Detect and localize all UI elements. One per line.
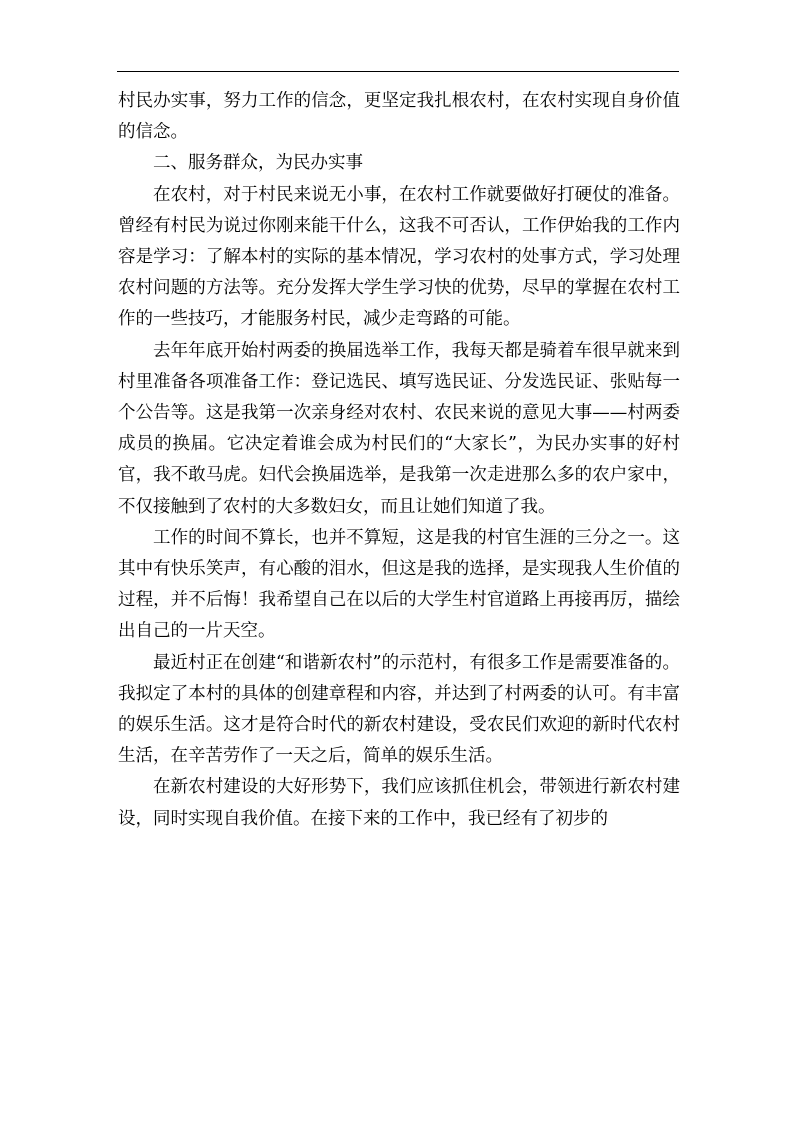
section-heading: 二、服务群众，为民办实事 bbox=[153, 153, 363, 174]
paragraph-continuation: 村民办实事，努力工作的信念，更坚定我扎根农村，在农村实现自身价值的信念。 bbox=[118, 91, 680, 143]
paragraph: 去年年底开始村两委的换届选举工作，我每天都是骑着车很早就来到村里准备各项准备工作：登记选民、填写选民证、分发选民证、张贴每一个公告等。这是我第一次亲身经对农村、农民来说的意见大事——村两委成员的换届。它决定着谁会成为村民们的“大家长”，为民办实事的好村官，我不敢马虎。妇代会换届选举，是我第一次走进那么多的农户家中，不仅接触到了农村的大多数妇女，而且让她们知道了我。 bbox=[118, 340, 680, 517]
document-body bbox=[118, 86, 680, 835]
header-rule bbox=[117, 71, 679, 72]
paragraph: 最近村正在创建“和谐新农村”的示范村，有很多工作是需要准备的。我拟定了本村的具体的创建章程和内容，并达到了村两委的认可。有丰富的娱乐生活。这才是符合时代的新农村建设，受农民们欢迎的新时代农村生活，在辛苦劳作了一天之后，简单的娱乐生活。 bbox=[118, 652, 680, 767]
paragraph: 在农村，对于村民来说无小事，在农村工作就要做好打硬仗的准备。曾经有村民为说过你刚来能干什么，这我不可否认，工作伊始我的工作内容是学习：了解本村的实际的基本情况，学习农村的处事方式，学习处理农村问题的方法等。充分发挥大学生学习快的优势，尽早的掌握在农村工作的一些技巧，才能服务村民，减少走弯路的可能。 bbox=[118, 184, 680, 330]
paragraph: 工作的时间不算长，也并不算短，这是我的村官生涯的三分之一。这其中有快乐笑声，有心酸的泪水，但这是我的选择，是实现我人生价值的过程，并不后悔！我希望自己在以后的大学生村官道路上再接再厉，描绘出自己的一片天空。 bbox=[118, 527, 680, 642]
paragraph: 在新农村建设的大好形势下，我们应该抓住机会，带领进行新农村建设，同时实现自我价值。在接下来的工作中，我已经有了初步的 bbox=[118, 777, 680, 829]
